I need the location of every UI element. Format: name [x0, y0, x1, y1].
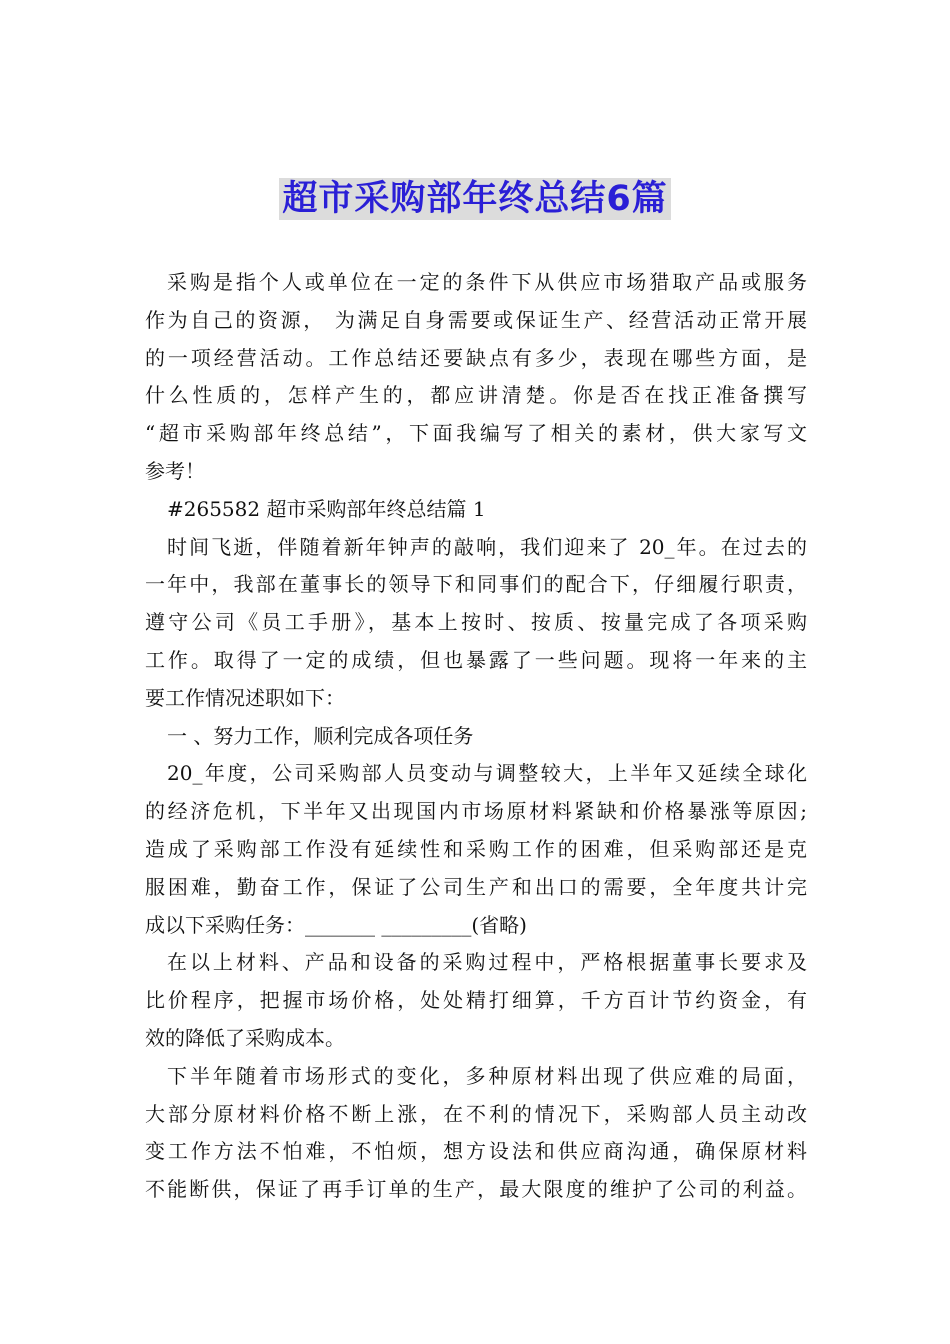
text-line: 大部分原材料价格不断上涨，在不利的情况下，采购部人员主动改: [145, 1101, 807, 1126]
text-line: 时间飞逝，伴随着新年钟声的敲响，我们迎来了 20_年。在过去的: [167, 534, 807, 559]
text-line: 不能断供，保证了再手订单的生产，最大限度的维护了公司的利益。: [145, 1177, 807, 1202]
text-line: 要工作情况述职如下：: [145, 685, 345, 710]
text-line: 比价程序，把握市场价格，处处精打细算，千方百计节约资金，有: [145, 988, 807, 1013]
text-line: 在以上材料、产品和设备的采购过程中，严格根据董事长要求及: [167, 950, 807, 975]
text-line: 的一项经营活动。工作总结还要缺点有多少，表现在哪些方面，是: [145, 345, 807, 370]
text-line: 下半年随着市场形式的变化，多种原材料出现了供应难的局面，: [167, 1063, 807, 1088]
text-line: 作为自己的资源， 为满足自身需要或保证生产、经营活动正常开展: [145, 307, 807, 332]
text-line: 变工作方法不怕难，不怕烦，想方设法和供应商沟通，确保原材料: [145, 1139, 807, 1164]
text-line: 成以下采购任务：_______ _________(省略): [145, 912, 527, 937]
document-title: 超市采购部年终总结6篇: [279, 178, 670, 220]
text-line: “超市采购部年终总结”，下面我编写了相关的素材，供大家写文: [145, 421, 807, 446]
document-body: [145, 264, 807, 1209]
title-container: [0, 178, 950, 220]
subsection-heading: 一 、努力工作，顺利完成各项任务: [167, 723, 474, 748]
text-line: 20_年度，公司采购部人员变动与调整较大，上半年又延续全球化: [167, 761, 807, 786]
text-line: 造成了采购部工作没有延续性和采购工作的困难，但采购部还是克: [145, 836, 807, 861]
text-line: 一年中，我部在董事长的领导下和同事们的配合下，仔细履行职责，: [145, 572, 807, 597]
text-line: 什么性质的，怎样产生的，都应讲清楚。你是否在找正准备撰写: [145, 383, 807, 408]
text-line: 采购是指个人或单位在一定的条件下从供应市场猎取产品或服务: [167, 270, 807, 294]
text-line: 的经济危机，下半年又出现国内市场原材料紧缺和价格暴涨等原因;: [145, 799, 807, 824]
text-line: 工作。取得了一定的成绩，但也暴露了一些问题。现将一年来的主: [145, 647, 807, 672]
text-line: 服困难，勤奋工作，保证了公司生产和出口的需要，全年度共计完: [145, 874, 807, 899]
section-heading: #265582 超市采购部年终总结篇 1: [167, 496, 486, 521]
text-line: 参考！: [145, 458, 205, 483]
text-line: 遵守公司《员工手册》，基本上按时、按质、按量完成了各项采购: [145, 610, 807, 635]
text-line: 效的降低了采购成本。: [145, 1025, 345, 1050]
